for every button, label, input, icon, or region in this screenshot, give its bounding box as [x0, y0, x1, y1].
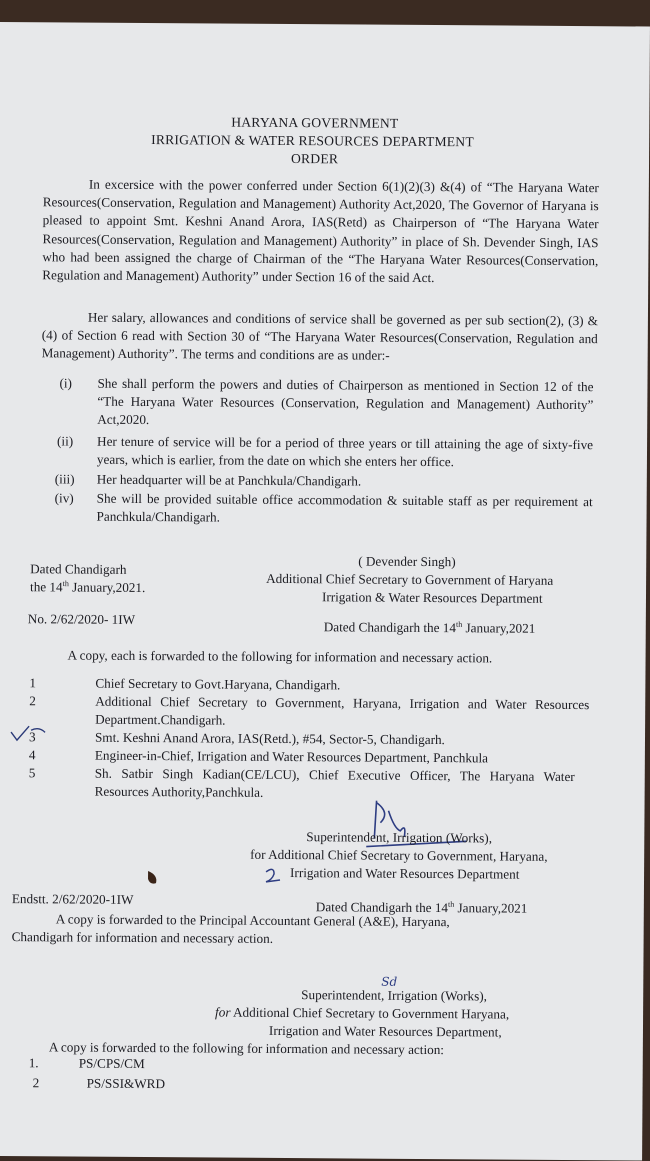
endorsement-intro: A copy, each is forwarded to the following for information and necessary action. [67, 647, 493, 666]
header-department: IRRIGATION & WATER RESOURCES DEPARTMENT [151, 132, 474, 150]
final-recipient-item-2 [29, 1074, 329, 1092]
signatory-name: ( Devender Singh) [358, 553, 456, 570]
dated-place: Dated Chandigarh [30, 561, 127, 577]
order-paragraph-1: In excersice with the power conferred under Section 6(1)(2)(3) &(4) of “The Haryana Water Resources(Conservation, Regulation and Management) Authority Act,2020, The Governor of Haryana is pleased to appoint Smt. Keshni Anand Arora, IAS(Retd) as Chairperson of “The Haryana Water Resources(Conservation, Regulation and Management) Authority” in place of Sh. Devender Singh, IAS who had been assigned the charge of Chairman of the “The Haryana Water Resources(Conservation, Regulation and Management) Authority” under Section 16 of the said Act. [42, 176, 599, 286]
terms-item-number: (ii) [57, 433, 74, 449]
copy-forwarded-intro: A copy is forwarded to the following for information and necessary action: [48, 1039, 445, 1058]
dated-date: the 14th January,2021. [30, 579, 146, 596]
recipient-text: Chief Secretary to Govt.Haryana, Chandigarh. [95, 675, 341, 693]
terms-item-text: She will be provided suitable office accommodation & suitable staff as per requirement at Panchkula/Chandigarh. [96, 490, 593, 525]
recipient-number: 5 [28, 765, 36, 781]
order-document [0, 22, 650, 1161]
recipient-text: Additional Chief Secretary to Government, Haryana, Irrigation and Water Resources Department.Chandigarh. [95, 693, 590, 728]
superintendent-title: Superintendent, Irrigation (Works), [306, 829, 493, 846]
header-government: HARYANA GOVERNMENT [231, 114, 399, 131]
final-recipient-text: PS/SSI&WRD [86, 1075, 166, 1092]
endorsement-2-number: Endstt. 2/62/2020-1IW [11, 891, 134, 907]
for-additional-chief-secretary-2: for Additional Chief Secretary to Government Haryana, [215, 1004, 510, 1022]
for-additional-chief-secretary: for Additional Chief Secretary to Government, Haryana, [250, 846, 548, 864]
final-recipient-number: 2 [32, 1075, 40, 1091]
recipient-text: Engineer-in-Chief, Irrigation and Water Resources Department, Panchkula [94, 747, 489, 766]
irrigation-department: Irrigation and Water Resources Department [290, 865, 520, 882]
terms-item-text: Her headquarter will be at Panchkula/Chandigarh. [96, 471, 362, 489]
terms-item-number: (iv) [54, 490, 74, 506]
terms-item-number: (iii) [54, 471, 75, 487]
terms-item-1 [56, 374, 602, 428]
endorsement-date: Dated Chandigarh the 14th January,2021 [323, 619, 536, 636]
signatory-department: Irrigation & Water Resources Department [321, 589, 543, 606]
terms-item-text: Her tenure of service will be for a period of three years or till attaining the age of sixty-five years, which is earlier, from the date on which she enters her office. [96, 433, 594, 470]
terms-item-text: She shall perform the powers and duties of Chairperson as mentioned in Section 12 of the “The Haryana Water Resources (Conservation, Regulation and Management) Authority” Act,2020. [97, 375, 594, 428]
handwritten-initial-icon [262, 866, 286, 886]
terms-item-2 [55, 432, 601, 470]
recipient-item-1 [25, 674, 597, 693]
irrigation-department-2: Irrigation and Water Resources Department, [268, 1022, 502, 1040]
endorsement-2-text-line-1: A copy is forwarded to the Principal Accountant General (A&E), Haryana, [55, 911, 450, 930]
superintendent-title-2: Superintendent, Irrigation (Works), [301, 987, 487, 1004]
handwritten-tick-icon [9, 722, 49, 744]
recipient-number: 4 [28, 747, 36, 763]
final-recipient-number: 1. [28, 1055, 39, 1071]
order-paragraph-2: Her salary, allowances and conditions of service shall be governed as per sub section(2), (3) &(4) of Section 6 read with Section 30 of “The Haryana Water Resources(Conservation, Regulation and Management) Authority”. The terms and conditions are as under:- [41, 309, 598, 364]
recipient-text: Sh. Satbir Singh Kadian(CE/LCU), Chief Executive Officer, The Haryana Water Resources Authority,Panchkula. [94, 765, 575, 800]
endorsement-2-text-line-2: Chandigarh for information and necessary action. [11, 929, 274, 946]
recipient-number: 3 [28, 729, 36, 745]
endorsement-number: No. 2/62/2020- 1IW [27, 611, 136, 627]
terms-item-number: (i) [59, 375, 72, 391]
endorsement-2-date: Dated Chandigarh the 14th January,2021 [315, 899, 528, 916]
recipient-number: 2 [29, 693, 36, 709]
header-order: ORDER [291, 151, 339, 167]
sd-mark: Sd [381, 974, 398, 989]
signatory-title: Additional Chief Secretary to Government of Haryana [266, 570, 554, 588]
recipient-text: Smt. Keshni Anand Arora, IAS(Retd.), #54, Sector-5, Chandigarh. [94, 729, 445, 748]
recipient-number: 1 [29, 675, 37, 691]
final-recipient-text: PS/CPS/CM [78, 1055, 145, 1072]
ink-mark-icon [144, 869, 162, 887]
